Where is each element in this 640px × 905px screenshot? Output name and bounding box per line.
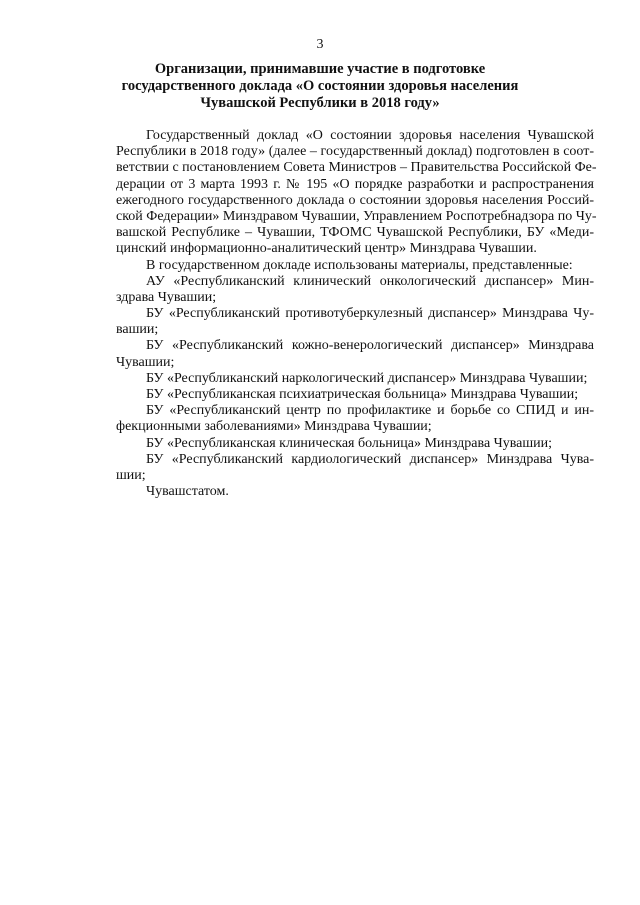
organization-line: БУ «Республиканская психиатрическая больница» Минздрава Чувашии;: [146, 387, 579, 402]
organization-line: БУ «Республиканский центр по профилактике и борьбе со СПИД и ин-: [146, 403, 594, 419]
organization-item: [116, 452, 594, 484]
organization-line: БУ «Республиканский кардиологический диспансер» Минздрава Чува-: [146, 451, 594, 467]
materials-intro: В государственном докладе использованы материалы, представленные:: [146, 257, 573, 273]
intro-paragraph: [116, 128, 597, 258]
organization-line: вашии;: [116, 322, 159, 338]
page-number: 3: [316, 37, 324, 52]
title-line: Организации, принимавшие участие в подготовке: [154, 61, 486, 77]
organization-line: БУ «Республиканский наркологический диспансер» Минздрава Чувашии;: [146, 370, 588, 386]
organizations-list: [116, 274, 594, 501]
paragraph-line: ежегодного государственного доклада о состоянии здоровья населения Россий-: [116, 192, 594, 208]
paragraph-line: Республики в 2018 году» (далее – государственный доклад) подготовлен в соот-: [116, 144, 594, 160]
title-line: государственного доклада «О состоянии здоровья населения: [121, 78, 519, 94]
paragraph-line: ской Федерации» Минздравом Чувашии, Управлением Роспотребнадзора по Чу-: [116, 208, 597, 224]
organization-item: [116, 387, 594, 403]
paragraph-line: вашской Республике – Чувашии, ТФОМС Чувашской Республики, БУ «Меди-: [116, 225, 594, 241]
paragraph-line: цинский информационно-аналитический центр» Минздрава Чувашии.: [116, 241, 537, 257]
paragraph-line: дерации от 3 марта 1993 г. № 195 «О порядке разработки и распространения: [116, 176, 594, 192]
organization-item: [116, 436, 594, 452]
organization-item: [116, 274, 594, 306]
organization-line: БУ «Республиканская клиническая больница» Минздрава Чувашии;: [146, 435, 553, 451]
organization-line: фекционными заболеваниями» Минздрава Чувашии;: [116, 419, 432, 435]
document-title: [100, 61, 540, 112]
paragraph-line: Государственный доклад «О состоянии здоровья населения Чувашской: [146, 128, 594, 143]
organization-line: шии;: [116, 467, 146, 483]
organization-line: БУ «Республиканский противотуберкулезный диспансер» Минздрава Чу-: [146, 306, 594, 322]
paragraph-line: ветствии с постановлением Совета Министров – Правительства Российской Фе-: [116, 160, 597, 176]
organization-item: [116, 403, 594, 435]
organization-line: Чувашстатом.: [146, 484, 229, 500]
organization-item: [116, 338, 594, 370]
organization-item: [116, 484, 594, 500]
organization-line: БУ «Республиканский кожно-венерологический диспансер» Минздрава: [146, 338, 594, 354]
title-line: Чувашской Республики в 2018 году»: [200, 95, 440, 111]
organization-line: Чувашии;: [116, 354, 175, 370]
organization-item: [116, 371, 594, 387]
organization-line: здрава Чувашии;: [116, 289, 217, 305]
document-body: [116, 128, 597, 500]
organization-item: [116, 306, 594, 338]
organization-line: АУ «Республиканский клинический онкологический диспансер» Мин-: [146, 273, 594, 289]
